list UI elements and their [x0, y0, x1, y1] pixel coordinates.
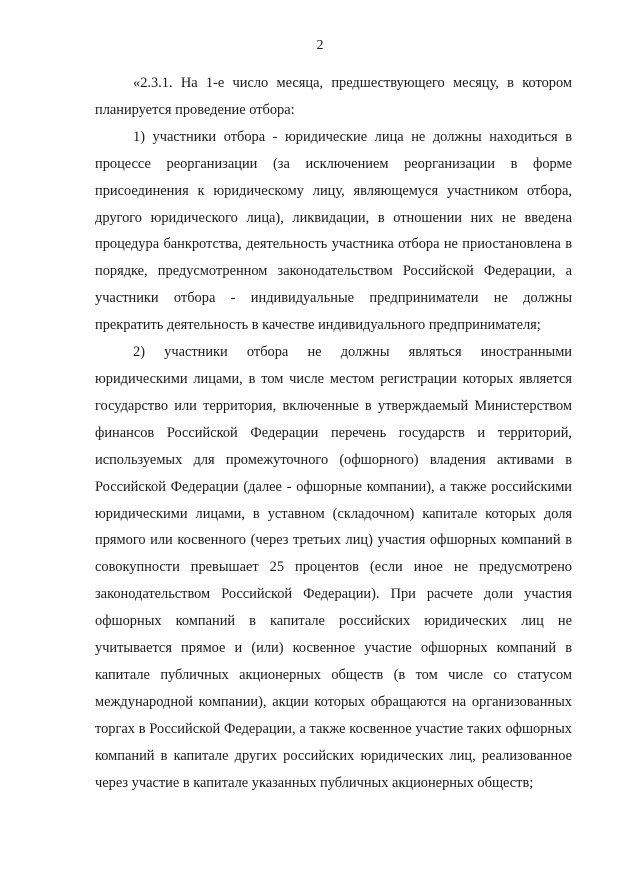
paragraph-intro: «2.3.1. На 1-е число месяца, предшествующего месяцу, в котором планируется проведение отбора: — [95, 75, 572, 118]
page-number: 2 — [316, 38, 324, 53]
document-body — [95, 70, 572, 796]
paragraph-item-1: 1) участники отбора - юридические лица не должны находиться в процессе реорганизации (за исключением реорганизации в форме присоединения к юридическому лицу, являющемуся участником отбора, другого юридического лица), ликвидации, в отношении них не введена процедура банкротства, деятельность участника отбора не приостановлена в порядке, предусмотренном законодательством Российской Федерации, а участники отбора - индивидуальные предприниматели не должны прекратить деятельность в качестве индивидуального предпринимателя; — [95, 128, 572, 334]
paragraph-item-2: 2) участники отбора не должны являться иностранными юридическими лицами, в том числе местом регистрации которых является государство или территория, включенные в утверждаемый Министерством финансов Российской Федерации перечень государств и территорий, используемых для промежуточного (офшорного) владения активами в Российской Федерации (далее - офшорные компании), а также российскими юридическими лицами, в уставном (складочном) капитале которых доля прямого или косвенного (через третьих лиц) участия офшорных компаний в совокупности превышает 25 процентов (если иное не предусмотрено законодательством Российской Федерации). При расчете доли участия офшорных компаний в капитале российских юридических лиц не учитывается прямое и (или) косвенное участие офшорных компаний в капитале публичных акционерных обществ (в том числе со статусом международной компании), акции которых обращаются на организованных торгах в Российской Федерации, а также косвенное участие таких офшорных компаний в капитале других российских юридических лиц, реализованное через участие в капитале указанных публичных акционерных обществ; — [95, 344, 572, 791]
